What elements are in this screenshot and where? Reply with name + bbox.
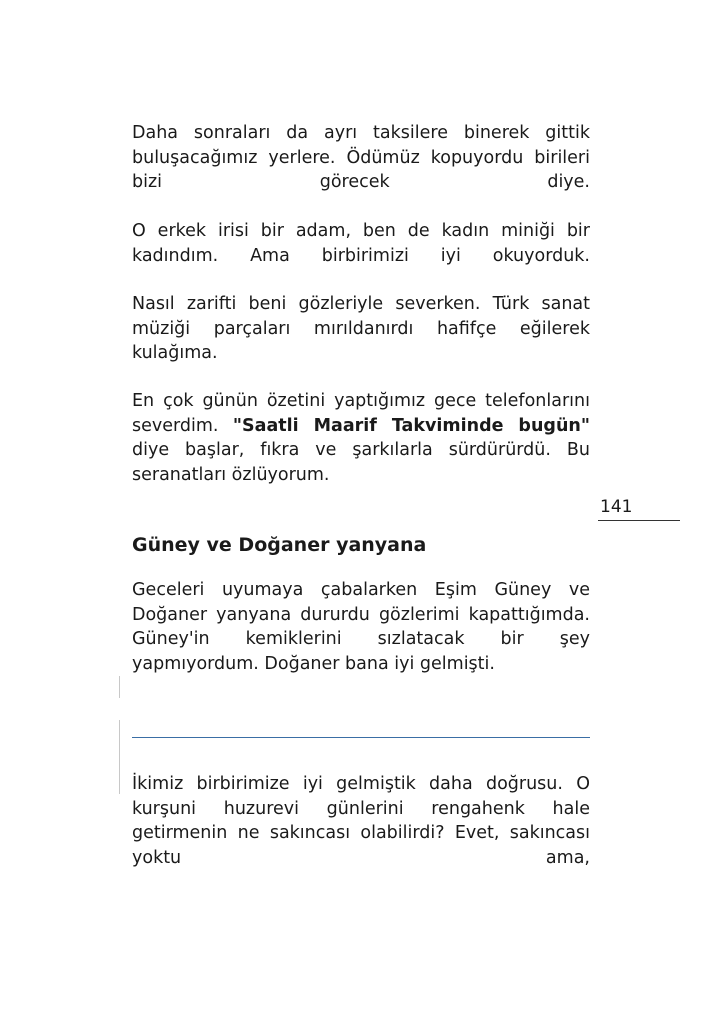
paragraph-1: Daha sonraları da ayrı taksilere binerek gittik buluşacağımız yerlere. Ödümüz kopuyordu birileri bizi görecek diye. bbox=[132, 123, 590, 192]
section-separator bbox=[132, 737, 590, 738]
page-number: 141 bbox=[600, 497, 633, 517]
paragraph-3: Nasıl zarifti beni gözleriyle severken. Türk sanat müziği parçaları mırıldanırdı hafifçe eğilerek kulağıma. bbox=[132, 294, 590, 363]
paragraph-4-end: diye başlar, fıkra ve şarkılarla sürdürürdü. Bu seranatları özlüyorum. bbox=[132, 440, 590, 485]
paragraph-4-start: En çok günün özetini yaptığımız gece telefonlarını severdim. bbox=[132, 391, 590, 436]
paragraph-4-bold-quote: "Saatli Maarif Takviminde bugün" bbox=[232, 415, 590, 436]
page-number-rule bbox=[598, 520, 680, 521]
margin-mark-1 bbox=[119, 676, 120, 698]
paragraph-4 bbox=[132, 389, 590, 487]
section-heading: Güney ve Doğaner yanyana bbox=[132, 534, 427, 556]
margin-mark-2 bbox=[119, 720, 120, 794]
paragraph-6: İkimiz birbirimize iyi gelmiştik daha doğrusu. O kurşuni huzurevi günlerini rengahenk hale getirmenin ne sakıncası olabilirdi? Evet, sakıncası yoktu ama, bbox=[132, 774, 590, 868]
paragraph-2: O erkek irisi bir adam, ben de kadın miniği bir kadındım. Ama birbirimizi iyi okuyorduk. bbox=[132, 221, 590, 266]
paragraph-5: Geceleri uyumaya çabalarken Eşim Güney ve Doğaner yanyana dururdu gözlerimi kapattığımda. Güney'in kemiklerini sızlatacak bir şey yapmıyordum. Doğaner bana iyi gelmişti. bbox=[132, 580, 590, 674]
